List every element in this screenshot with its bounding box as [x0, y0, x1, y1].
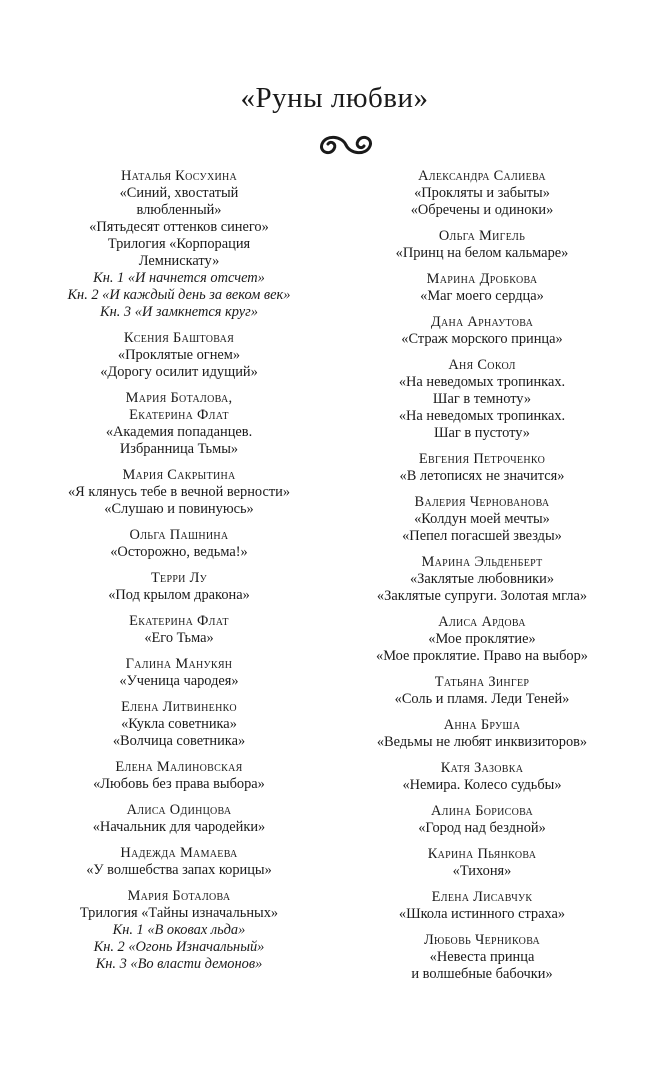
book-title-line: Кн. 1 «В оковах льда»: [112, 922, 246, 938]
author-name: Евгения Петроченко: [418, 451, 546, 467]
book-entry: [322, 846, 642, 880]
book-title-line: «На неведомых тропинках.: [398, 374, 566, 390]
book-entry: [19, 699, 339, 750]
double-spiral-ornament-icon: [318, 132, 374, 158]
book-title-line: «У волшебства запах корицы»: [86, 862, 272, 878]
book-title-line: «Соль и пламя. Леди Теней»: [394, 691, 570, 707]
book-title-line: «В летописях не значится»: [399, 468, 565, 484]
book-entry: [322, 803, 642, 837]
book-entry: [19, 467, 339, 518]
book-title-line: «Ведьмы не любят инквизиторов»: [376, 734, 588, 750]
book-title-line: «Тихоня»: [452, 863, 512, 879]
book-title-line: «Начальник для чародейки»: [92, 819, 266, 835]
book-title-line: «Кукла советника»: [121, 716, 237, 732]
book-entry: [322, 451, 642, 485]
book-title-line: «Мое проклятие»: [428, 631, 536, 647]
author-name: Екатерина Флат: [129, 613, 229, 629]
book-entry: [322, 357, 642, 442]
book-title-line: и волшебные бабочки»: [411, 966, 553, 982]
book-entry: [19, 527, 339, 561]
book-title-line: «Синий, хвостатый: [119, 185, 239, 201]
author-name: Аня Сокол: [448, 357, 516, 373]
author-name: Елена Малиновская: [115, 759, 243, 775]
book-title-line: «Колдун моей мечты»: [414, 511, 550, 527]
book-title-line: «Заклятые супруги. Золотая мгла»: [376, 588, 588, 604]
book-title-line: Кн. 2 «И каждый день за веком век»: [67, 287, 291, 303]
author-name: Мария Боталова: [127, 888, 231, 904]
author-name: Мария Боталова,: [125, 390, 233, 406]
author-name: Галина Манукян: [125, 656, 233, 672]
book-title-line: Трилогия «Корпорация: [107, 236, 251, 252]
book-title-line: «Любовь без права выбора»: [93, 776, 265, 792]
author-name: Марина Дробкова: [426, 271, 538, 287]
author-name: Алиса Одинцова: [126, 802, 232, 818]
book-title-line: «На неведомых тропинках.: [398, 408, 566, 424]
book-title-line: «Пятьдесят оттенков синего»: [89, 219, 269, 235]
book-entry: [19, 845, 339, 879]
author-name: Екатерина Флат: [129, 407, 229, 423]
author-name: Любовь Черникова: [423, 932, 541, 948]
right-column: [322, 168, 642, 992]
author-name: Алиса Ардова: [438, 614, 526, 630]
book-entry: [322, 494, 642, 545]
book-title-line: «Город над бездной»: [418, 820, 546, 836]
book-entry: [322, 889, 642, 923]
book-title-line: «Страж морского принца»: [401, 331, 563, 347]
book-title-line: «Мое проклятие. Право на выбор»: [376, 648, 588, 664]
book-title-line: «Дорогу осилит идущий»: [100, 364, 258, 380]
book-title-line: «Академия попаданцев.: [105, 424, 253, 440]
book-title-line: «Его Тьма»: [144, 630, 214, 646]
book-title-line: Трилогия «Тайны изначальных»: [79, 905, 279, 921]
book-entry: [322, 674, 642, 708]
book-title-line: Кн. 1 «И начнется отсчет»: [93, 270, 265, 286]
book-title-line: «Школа истинного страха»: [398, 906, 566, 922]
book-entry: [322, 717, 642, 751]
book-entry: [19, 802, 339, 836]
page-title: «Руны любви»: [240, 82, 429, 114]
book-title-line: влюбленный»: [136, 202, 222, 218]
book-title-line: «Волчица советника»: [112, 733, 246, 749]
author-name: Наталья Косухина: [120, 168, 238, 184]
book-entry: [19, 570, 339, 604]
book-title-line: «Ученица чародея»: [119, 673, 239, 689]
author-name: Катя Зазовка: [440, 760, 524, 776]
book-entry: [19, 168, 339, 321]
book-title-line: «Обречены и одиноки»: [410, 202, 554, 218]
book-title-line: «Заклятые любовники»: [409, 571, 555, 587]
book-entry: [19, 759, 339, 793]
book-entry: [19, 330, 339, 381]
book-title-line: Лемнискату»: [138, 253, 220, 269]
book-entry: [322, 614, 642, 665]
book-entry: [19, 390, 339, 458]
book-title-line: Кн. 3 «Во власти демонов»: [95, 956, 263, 972]
book-entry: [322, 314, 642, 348]
author-name: Надежда Мамаева: [120, 845, 238, 861]
book-title-line: «Я клянусь тебе в вечной верности»: [67, 484, 291, 500]
author-name: Карина Пьянкова: [427, 846, 537, 862]
author-name: Марина Эльденберт: [421, 554, 543, 570]
book-title-line: Избранница Тьмы»: [119, 441, 239, 457]
author-name: Александра Салиева: [418, 168, 546, 184]
book-title-line: «Под крылом дракона»: [108, 587, 250, 603]
author-name: Ольга Пашнина: [129, 527, 229, 543]
author-name: Елена Литвиненко: [121, 699, 237, 715]
author-name: Татьяна Зингер: [434, 674, 530, 690]
author-name: Валерия Чернованова: [414, 494, 550, 510]
book-title-line: «Пепел погасшей звезды»: [402, 528, 562, 544]
book-entry: [322, 228, 642, 262]
book-title-line: «Проклятые огнем»: [117, 347, 241, 363]
author-name: Дана Арнаутова: [430, 314, 534, 330]
book-title-line: Кн. 3 «И замкнется круг»: [100, 304, 258, 320]
book-title-line: «Слушаю и повинуюсь»: [104, 501, 254, 517]
author-name: Анна Бруша: [443, 717, 521, 733]
author-name: Елена Лисавчук: [431, 889, 533, 905]
book-entry: [322, 932, 642, 983]
book-title-line: «Немира. Колесо судьбы»: [402, 777, 562, 793]
author-name: Терри Лу: [150, 570, 208, 586]
book-title-line: Шаг в пустоту»: [433, 425, 531, 441]
book-title-line: «Осторожно, ведьма!»: [110, 544, 248, 560]
book-title-line: «Невеста принца: [429, 949, 535, 965]
book-entry: [19, 888, 339, 973]
book-title-line: «Принц на белом кальмаре»: [395, 245, 569, 261]
book-title-line: Шаг в темноту»: [432, 391, 532, 407]
book-entry: [322, 760, 642, 794]
book-entry: [19, 613, 339, 647]
book-entry: [322, 168, 642, 219]
book-title-line: Кн. 2 «Огонь Изначальный»: [93, 939, 265, 955]
author-name: Ольга Мигель: [438, 228, 526, 244]
book-title-line: «Маг моего сердца»: [420, 288, 544, 304]
book-entry: [322, 271, 642, 305]
book-entry: [19, 656, 339, 690]
author-name: Ксения Баштовая: [123, 330, 235, 346]
author-name: Мария Сакрытина: [122, 467, 236, 483]
author-name: Алина Борисова: [430, 803, 534, 819]
left-column: [19, 168, 339, 982]
book-title-line: «Прокляты и забыты»: [414, 185, 550, 201]
book-entry: [322, 554, 642, 605]
